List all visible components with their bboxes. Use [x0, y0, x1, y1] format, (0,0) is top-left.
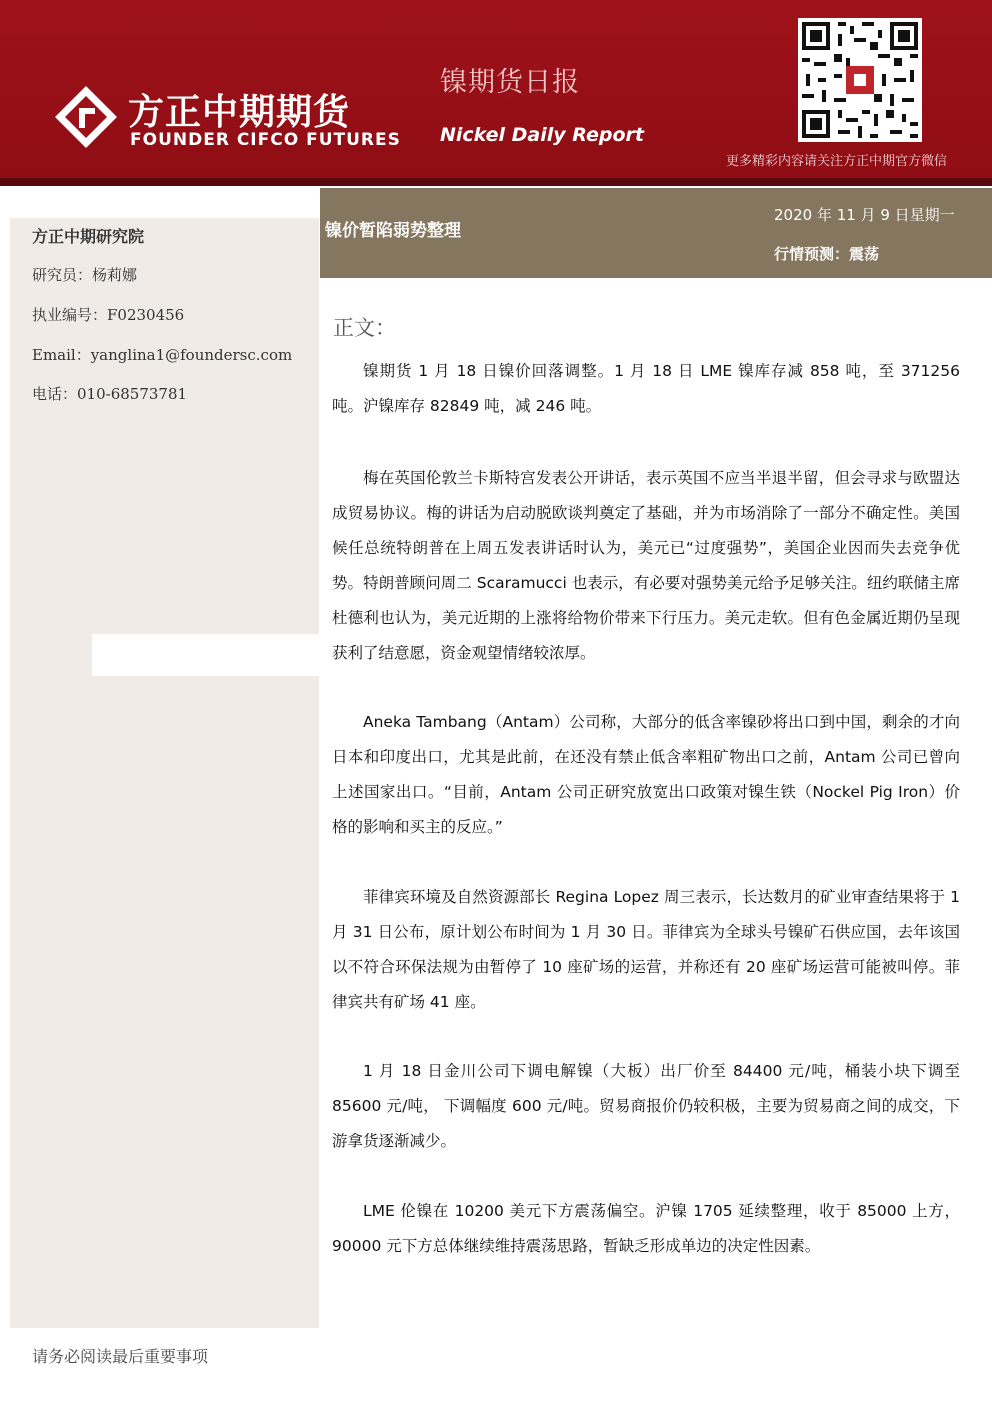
paragraph: 1 月 18 日金川公司下调电解镍（大板）出厂价至 84400 元/吨，桶装小块下调至 85600 元/吨， 下调幅度 600 元/吨。贸易商报价仍较积极，主要为贸易商之间的成交，下游拿货逐渐减少。: [332, 1062, 960, 1150]
report-header: [0, 0, 992, 178]
qr-code-icon: [798, 18, 922, 142]
contact-email[interactable]: Email：yanglina1@foundersc.com: [32, 346, 293, 364]
paragraph: LME 伦镍在 10200 美元下方震荡偏空。沪镍 1705 延续整理，收于 85000 上方，90000 元下方总体继续维持震荡思路，暂缺乏形成单边的决定性因素。: [332, 1202, 960, 1255]
qr-caption: 更多精彩内容请关注方正中期官方微信: [726, 154, 948, 169]
institute-name: 方正中期研究院: [32, 227, 145, 246]
disclaimer-note: 请务必阅读最后重要事项: [32, 1347, 209, 1366]
paragraph: 菲律宾环境及自然资源部长 Regina Lopez 周三表示，长达数月的矿业审查结果将于 1 月 31 日公布，原计划公布时间为 1 月 30 日。菲律宾为全球头号镍矿石供应国，去年该国以不符合环保法规为由暂停了 10 座矿场的运营，并称还有 20 座矿场运营可能被叫停。菲律宾共有矿场 41 座。: [332, 888, 960, 1011]
contact-phone: 电话：010-68573781: [32, 385, 188, 403]
company-name-cn: 方正中期期货: [128, 92, 351, 133]
company-name-en: FOUNDER CIFCO FUTURES: [130, 130, 401, 150]
report-title-cn: 镍期货日报: [440, 67, 580, 98]
market-forecast: 行情预测：震荡: [774, 245, 880, 263]
report-date: 2020 年 11 月 9 日星期一: [774, 206, 955, 224]
paragraph: 梅在英国伦敦兰卡斯特宫发表公开讲话，表示英国不应当半退半留，但会寻求与欧盟达成贸易协议。梅的讲话为启动脱欧谈判奠定了基础，并为市场消除了一部分不确定性。美国候任总统特朗普在上周五发表讲话时认为，美元已“过度强势”，美国企业因而失去竞争优势。特朗普顾问周二 Scaramucci 也表示，有必要对强势美元给予足够关注。纽约联储主席杜德利也认为，美元近期的上涨将给物价带来下行压力。美元走软。但有色金属近期仍呈现获利了结意愿，资金观望情绪较浓厚。: [332, 469, 960, 662]
researcher-name: 研究员：杨莉娜: [32, 266, 138, 284]
section-title: 正文：: [333, 316, 396, 340]
header-divider: [0, 178, 992, 186]
report-headline: 镍价暂陷弱势整理: [325, 221, 461, 241]
paragraph: Aneka Tambang（Antam）公司称，大部分的低含率镍砂将出口到中国，剩余的才向日本和印度出口，尤其是此前，在还没有禁止低含率粗矿物出口之前，Antam 公司已曾向上述国家出口。“目前，Antam 公司正研究放宽出口政策对镍生铁（Nockel Pig Iron）价格的影响和买主的反应。”: [332, 713, 960, 836]
license-number: 执业编号：F0230456: [32, 306, 185, 324]
report-title-en: Nickel Daily Report: [440, 124, 644, 146]
founder-logo-icon: [55, 86, 117, 148]
sidebar-gap: [92, 634, 320, 676]
paragraph: 镍期货 1 月 18 日镍价回落调整。1 月 18 日 LME 镍库存减 858 吨，至 371256 吨。沪镍库存 82849 吨，减 246 吨。: [332, 362, 960, 415]
